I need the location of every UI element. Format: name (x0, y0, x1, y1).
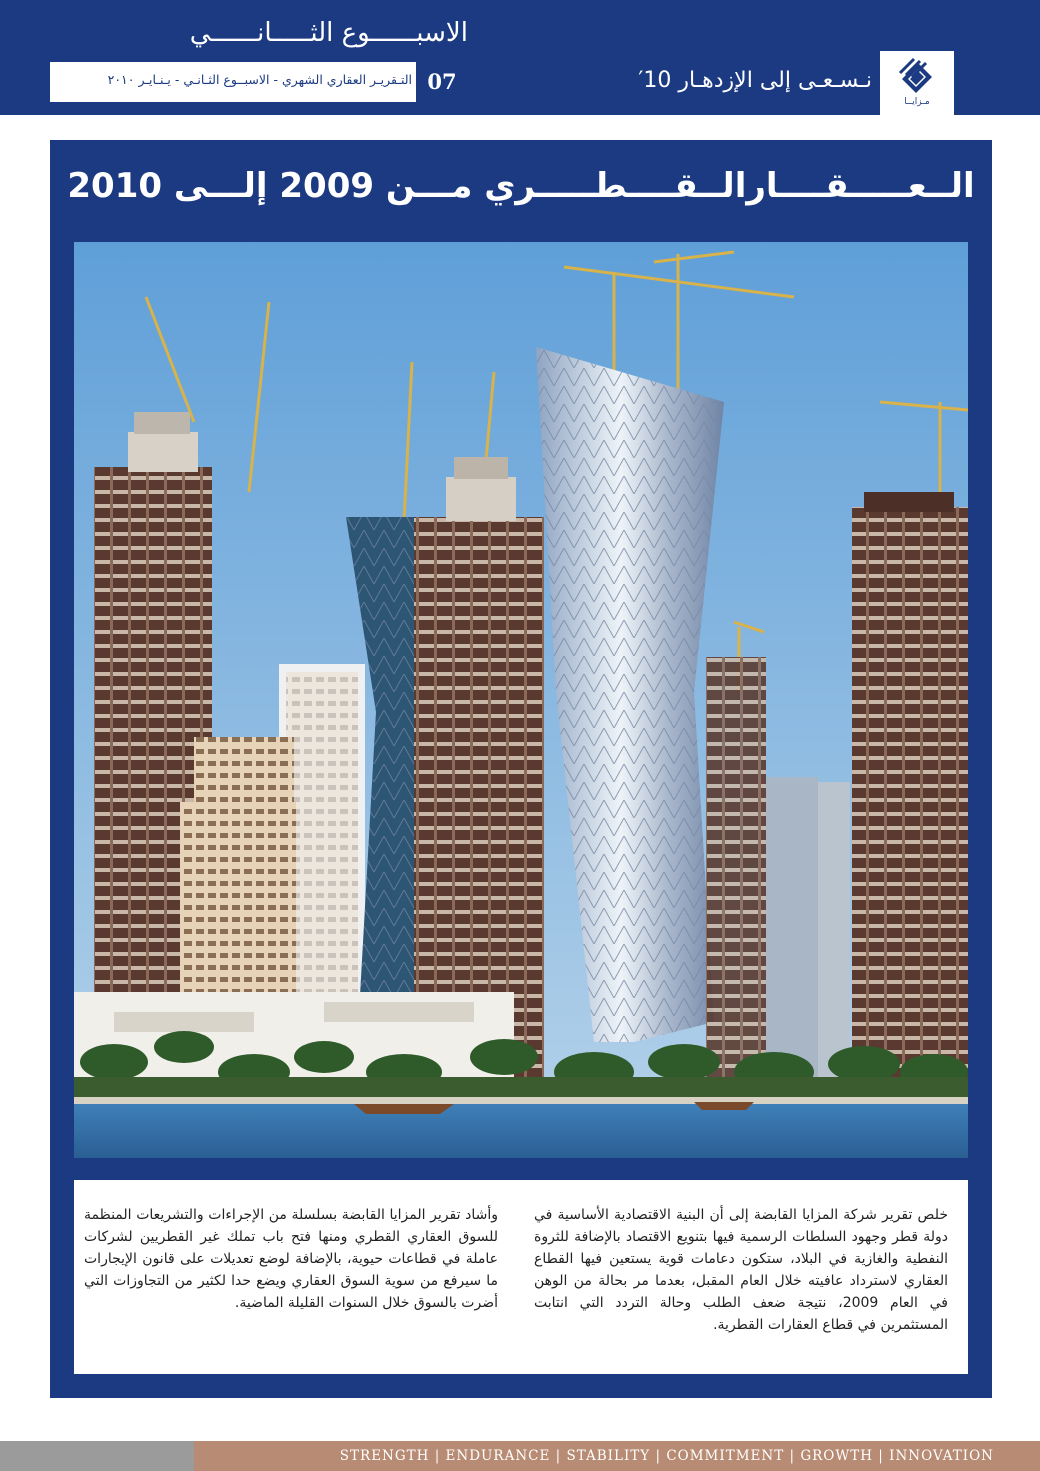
week-title: الاسبــــــوع الثـــــانــــــي (189, 18, 468, 48)
article-panel (50, 140, 992, 1398)
article-text-box (74, 1180, 968, 1374)
article-paragraph-right: خلص تقرير شركة المزايا القابضة إلى أن البنية الاقتصادية الأساسية في دولة قطر وجهود السلطات الرسمية فيها بتنويع الاقتصاد بالإضافة للثروة النفطية والغازية في البلاد، ستكون دعامات قوية يستعين فيها القطاع العقاري لاسترداد عافيته خلال العام المقبل، بعدما مر بحالة من الوهن في العام 2009، نتيجة ضعف الطلب وحالة التردد التي انتابت المستثمرين في قطاع العقارات القطرية. (534, 1207, 948, 1333)
skyline-illustration (74, 242, 968, 1158)
mazaya-logo-icon (880, 51, 954, 97)
report-info-box (48, 60, 470, 104)
logo-text: مـزايــا (904, 97, 930, 107)
report-line: التـقريـر العقاري الشهري - الاسبــوع الثـانـي - يـنـايـر ٢٠١٠ (107, 72, 412, 87)
header-band (0, 0, 1040, 115)
article-paragraph-left: وأشاد تقرير المزايا القابضة بسلسلة من الإجراءات والتشريعات المنظمة للسوق العقاري القطري ومنها فتح باب تملك غير القطريين لشركات عاملة في قطاعات حيوية، بالإضافة لوضع تعديلات على قانون الإيجارات ما سيرفع من سوية السوق العقاري ويضع حدا لكثير من التجاوزات التي أضرت بالسوق خلال السنوات القليلة الماضية. (84, 1207, 498, 1311)
issue-number: 07 (416, 62, 468, 102)
tagline: نـسـعـى إلى الإزدهـار 10′ (638, 68, 872, 93)
mazaya-logo (880, 51, 954, 115)
footer-values-bar (194, 1441, 1040, 1471)
footer-values-text: STRENGTH | ENDURANCE | STABILITY | COMMITMENT | GROWTH | INNOVATION (339, 1448, 994, 1464)
skyline-photo (74, 242, 968, 1158)
article-headline: الــعـــــقــــارالــقــــطـــــري مـــن 2009 إلـــى 2010 (67, 166, 975, 206)
